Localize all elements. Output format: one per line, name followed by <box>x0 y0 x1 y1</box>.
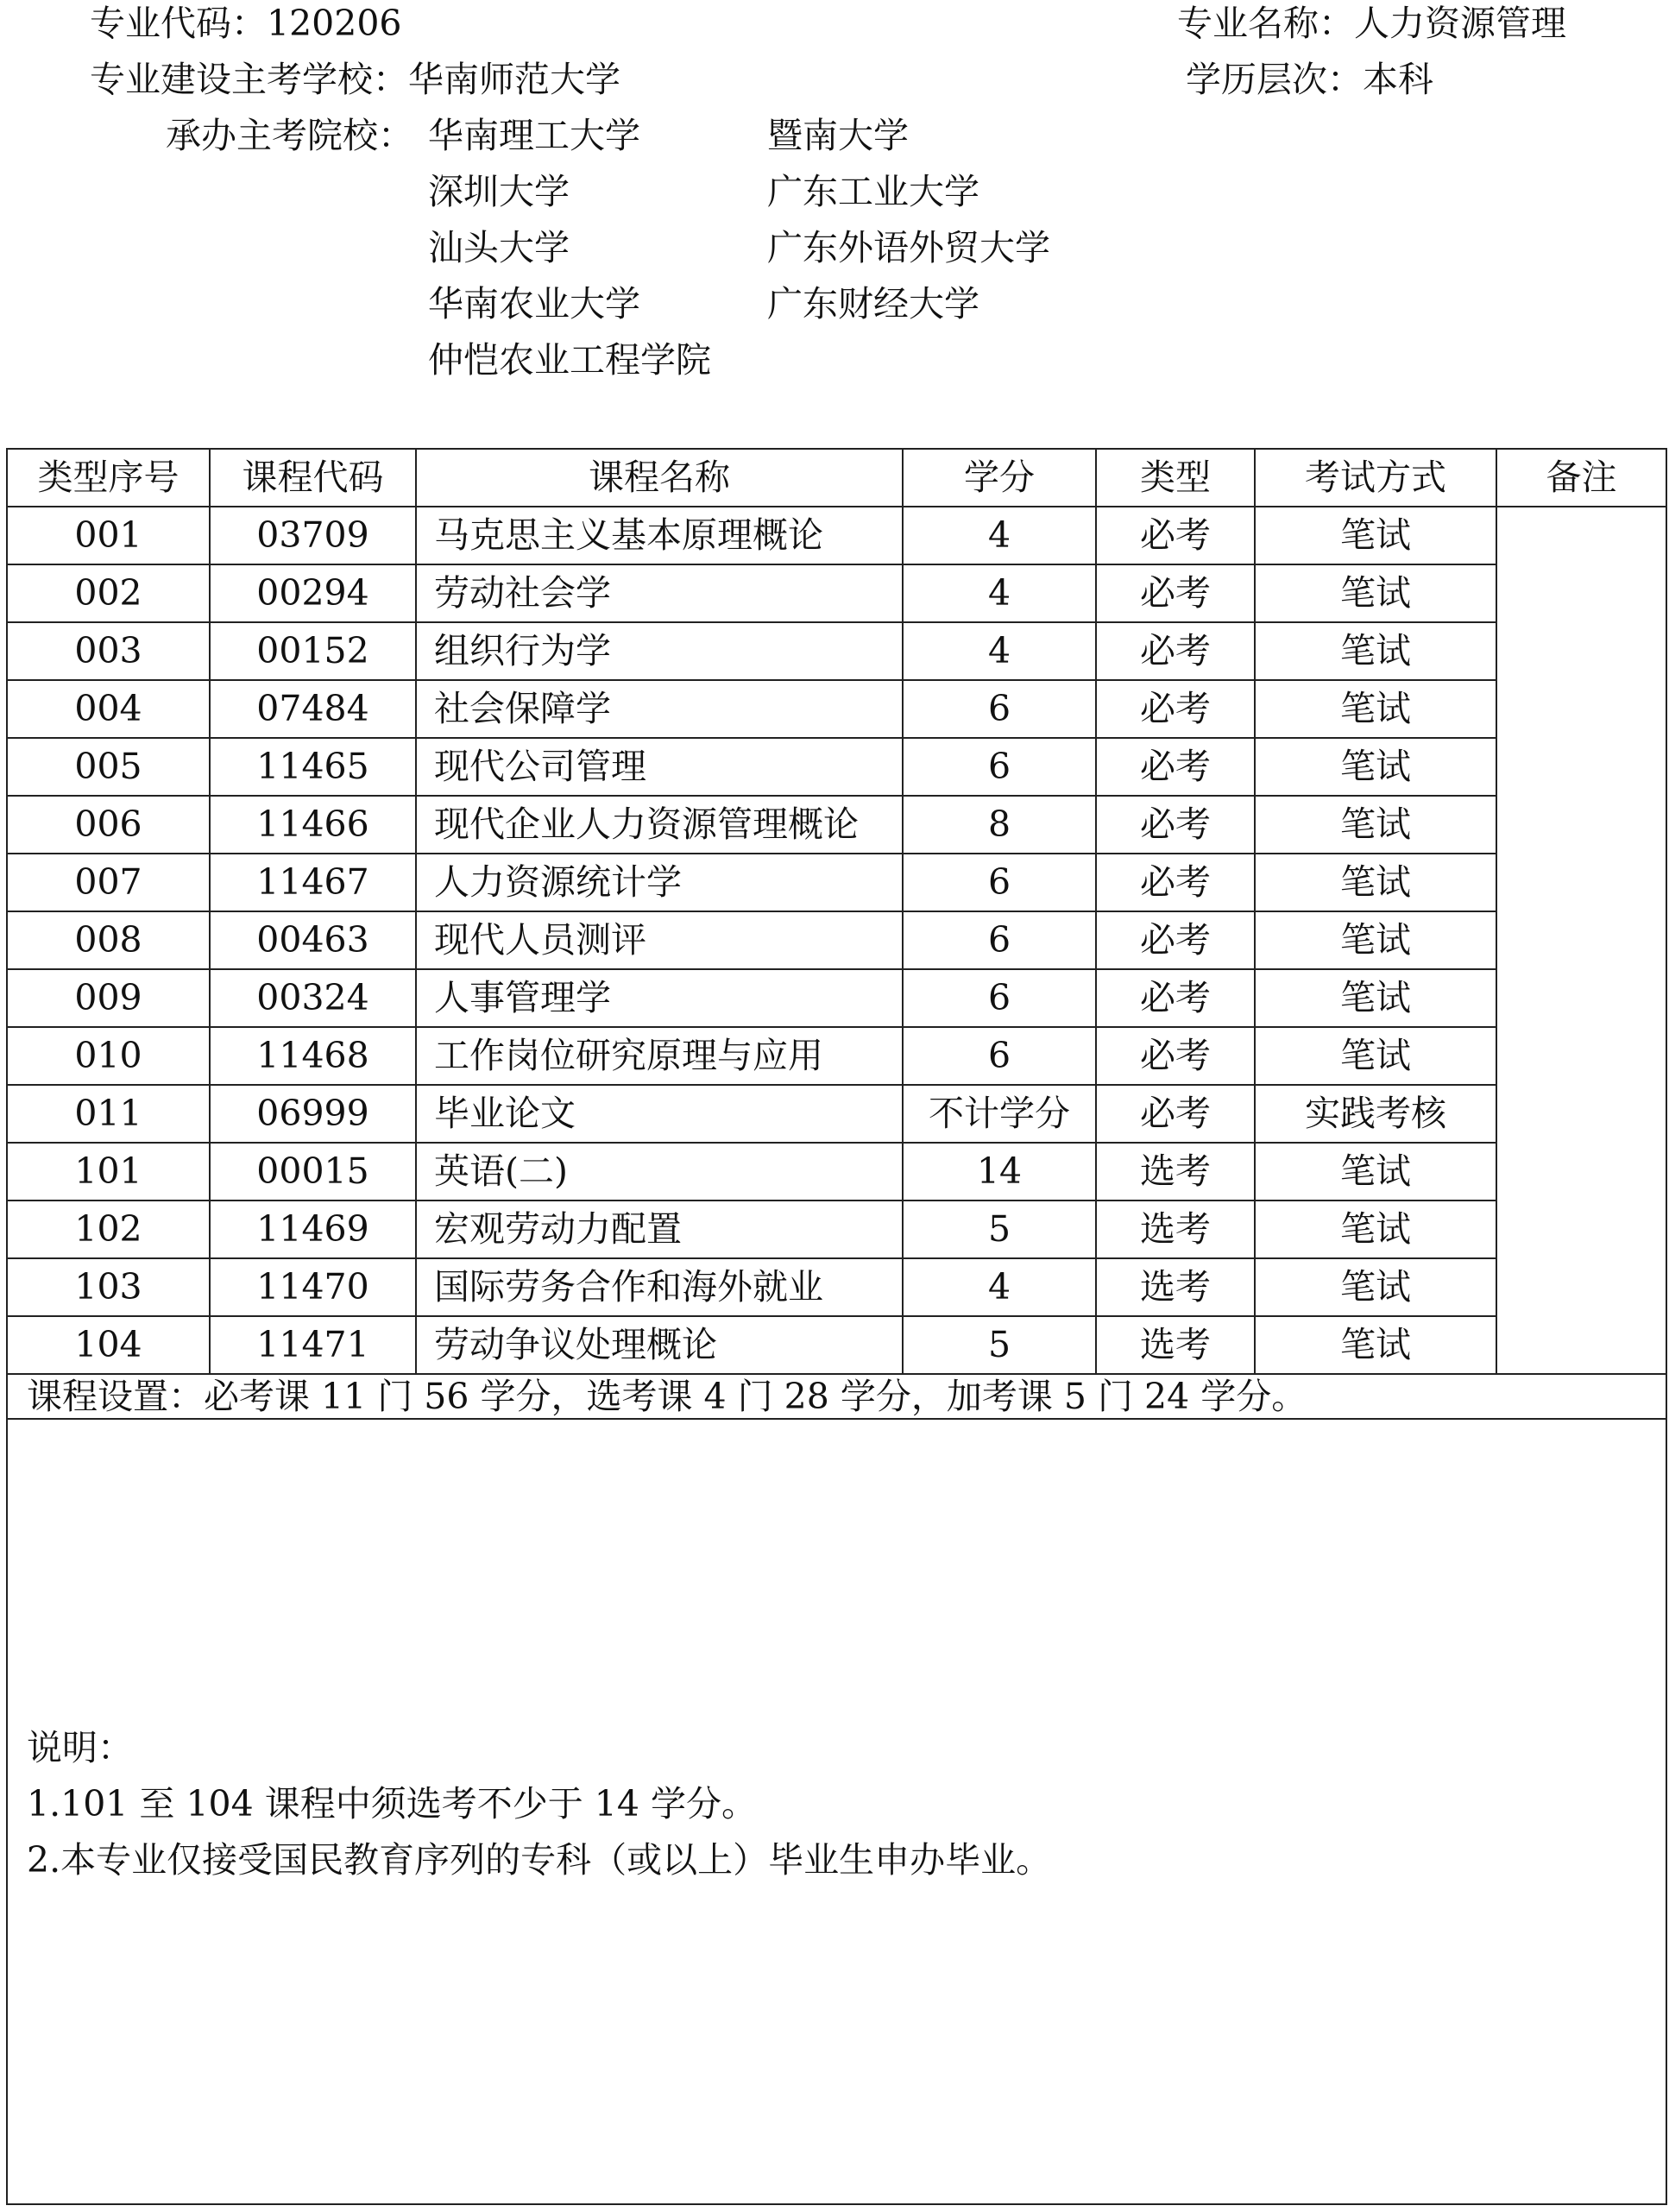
table-row <box>7 1085 1666 1143</box>
host-school: 广东财经大学 <box>767 283 979 325</box>
host-school: 暨南大学 <box>767 115 909 156</box>
cell-type-no: 011 <box>7 1085 210 1143</box>
cell-course-code: 07484 <box>210 680 416 738</box>
header-credits: 学分 <box>903 449 1096 507</box>
host-school: 华南理工大学 <box>428 115 640 156</box>
cell-exam-method: 笔试 <box>1255 1316 1496 1374</box>
cell-type-no: 104 <box>7 1316 210 1374</box>
cell-type-no: 001 <box>7 507 210 564</box>
cell-course-name: 劳动争议处理概论 <box>416 1316 903 1374</box>
cell-exam-method: 笔试 <box>1255 1201 1496 1258</box>
cell-exam-method: 笔试 <box>1255 796 1496 854</box>
cell-credits: 8 <box>903 796 1096 854</box>
cell-course-name: 组织行为学 <box>416 622 903 680</box>
header-course-code: 课程代码 <box>210 449 416 507</box>
cell-course-name: 马克思主义基本原理概论 <box>416 507 903 564</box>
header-course-name: 课程名称 <box>416 449 903 507</box>
note-item: 2.本专业仅接受国民教育序列的专科（或以上）毕业生申办毕业。 <box>27 1839 1052 1881</box>
cell-type-no: 002 <box>7 564 210 622</box>
notes-cell <box>7 1419 1666 2204</box>
major-name: 专业名称：人力资源管理 <box>1177 3 1566 44</box>
header-remarks: 备注 <box>1496 449 1666 507</box>
cell-exam-method: 笔试 <box>1255 969 1496 1027</box>
table-row <box>7 507 1666 564</box>
table-row <box>7 738 1666 796</box>
summary-row <box>7 1374 1666 1419</box>
notes-block <box>27 1720 1051 1888</box>
cell-credits: 6 <box>903 911 1096 969</box>
cell-credits: 5 <box>903 1201 1096 1258</box>
cell-exam-method: 实践考核 <box>1255 1085 1496 1143</box>
cell-type: 必考 <box>1096 969 1255 1027</box>
table-row <box>7 564 1666 622</box>
cell-type-no: 103 <box>7 1258 210 1316</box>
cell-course-name: 社会保障学 <box>416 680 903 738</box>
cell-credits: 4 <box>903 1258 1096 1316</box>
cell-type: 选考 <box>1096 1258 1255 1316</box>
cell-credits: 5 <box>903 1316 1096 1374</box>
course-summary: 课程设置：必考课 11 门 56 学分，选考课 4 门 28 学分，加考课 5 门 24 学分。 <box>7 1374 1666 1419</box>
cell-credits: 6 <box>903 969 1096 1027</box>
host-school: 深圳大学 <box>428 171 570 212</box>
cell-credits: 14 <box>903 1143 1096 1201</box>
table-row <box>7 854 1666 911</box>
notes-title: 说明： <box>27 1727 133 1768</box>
cell-type: 选考 <box>1096 1143 1255 1201</box>
cell-course-code: 00324 <box>210 969 416 1027</box>
cell-course-code: 11468 <box>210 1027 416 1085</box>
cell-credits: 4 <box>903 507 1096 564</box>
cell-type-no: 101 <box>7 1143 210 1201</box>
cell-type-no: 008 <box>7 911 210 969</box>
host-school: 广东工业大学 <box>767 171 979 212</box>
cell-credits: 6 <box>903 738 1096 796</box>
cell-course-code: 11466 <box>210 796 416 854</box>
table-row <box>7 969 1666 1027</box>
build-school: 专业建设主考学校：华南师范大学 <box>90 59 620 100</box>
table-row <box>7 911 1666 969</box>
table-row <box>7 1316 1666 1374</box>
course-table <box>6 448 1667 2205</box>
cell-course-name: 国际劳务合作和海外就业 <box>416 1258 903 1316</box>
notes-row <box>7 1419 1666 2204</box>
cell-exam-method: 笔试 <box>1255 622 1496 680</box>
header-type: 类型 <box>1096 449 1255 507</box>
cell-type: 必考 <box>1096 738 1255 796</box>
table-row <box>7 622 1666 680</box>
cell-exam-method: 笔试 <box>1255 680 1496 738</box>
header-type-no: 类型序号 <box>7 449 210 507</box>
cell-course-code: 11470 <box>210 1258 416 1316</box>
header-exam-method: 考试方式 <box>1255 449 1496 507</box>
cell-course-name: 宏观劳动力配置 <box>416 1201 903 1258</box>
education-level: 学历层次：本科 <box>1186 59 1433 100</box>
cell-course-name: 人力资源统计学 <box>416 854 903 911</box>
cell-type: 选考 <box>1096 1316 1255 1374</box>
cell-type-no: 005 <box>7 738 210 796</box>
cell-type: 必考 <box>1096 1085 1255 1143</box>
cell-course-name: 现代企业人力资源管理概论 <box>416 796 903 854</box>
cell-exam-method: 笔试 <box>1255 1258 1496 1316</box>
major-code: 专业代码：120206 <box>90 3 402 44</box>
cell-exam-method: 笔试 <box>1255 1143 1496 1201</box>
cell-type: 必考 <box>1096 622 1255 680</box>
cell-course-code: 00152 <box>210 622 416 680</box>
cell-type-no: 004 <box>7 680 210 738</box>
cell-exam-method: 笔试 <box>1255 738 1496 796</box>
cell-type: 必考 <box>1096 911 1255 969</box>
table-row <box>7 680 1666 738</box>
cell-course-code: 11471 <box>210 1316 416 1374</box>
cell-course-name: 毕业论文 <box>416 1085 903 1143</box>
cell-course-name: 现代人员测评 <box>416 911 903 969</box>
note-item: 1.101 至 104 课程中须选考不少于 14 学分。 <box>27 1783 757 1824</box>
cell-course-code: 00015 <box>210 1143 416 1201</box>
host-school: 仲恺农业工程学院 <box>428 339 711 381</box>
cell-course-name: 劳动社会学 <box>416 564 903 622</box>
cell-course-code: 00294 <box>210 564 416 622</box>
cell-credits: 不计学分 <box>903 1085 1096 1143</box>
cell-type: 必考 <box>1096 680 1255 738</box>
cell-course-name: 英语(二) <box>416 1143 903 1201</box>
cell-exam-method: 笔试 <box>1255 507 1496 564</box>
cell-course-code: 11465 <box>210 738 416 796</box>
remarks-cell <box>1496 507 1666 1374</box>
host-school: 广东外语外贸大学 <box>767 227 1050 268</box>
cell-course-code: 00463 <box>210 911 416 969</box>
cell-course-name: 工作岗位研究原理与应用 <box>416 1027 903 1085</box>
cell-exam-method: 笔试 <box>1255 1027 1496 1085</box>
table-header-row <box>7 449 1666 507</box>
cell-credits: 6 <box>903 1027 1096 1085</box>
cell-credits: 4 <box>903 564 1096 622</box>
table-row <box>7 1258 1666 1316</box>
cell-type-no: 003 <box>7 622 210 680</box>
table-row <box>7 1143 1666 1201</box>
cell-type: 必考 <box>1096 796 1255 854</box>
cell-credits: 6 <box>903 854 1096 911</box>
cell-exam-method: 笔试 <box>1255 564 1496 622</box>
cell-credits: 4 <box>903 622 1096 680</box>
cell-course-code: 11467 <box>210 854 416 911</box>
cell-course-code: 03709 <box>210 507 416 564</box>
cell-exam-method: 笔试 <box>1255 911 1496 969</box>
cell-type-no: 009 <box>7 969 210 1027</box>
cell-exam-method: 笔试 <box>1255 854 1496 911</box>
cell-type: 必考 <box>1096 1027 1255 1085</box>
table-row <box>7 796 1666 854</box>
cell-credits: 6 <box>903 680 1096 738</box>
cell-type-no: 006 <box>7 796 210 854</box>
cell-type: 选考 <box>1096 1201 1255 1258</box>
host-schools-label: 承办主考院校： <box>166 115 413 156</box>
cell-course-code: 11469 <box>210 1201 416 1258</box>
cell-type: 必考 <box>1096 564 1255 622</box>
host-school: 汕头大学 <box>428 227 570 268</box>
cell-type: 必考 <box>1096 854 1255 911</box>
cell-type-no: 102 <box>7 1201 210 1258</box>
cell-type-no: 007 <box>7 854 210 911</box>
table-row <box>7 1027 1666 1085</box>
cell-course-code: 06999 <box>210 1085 416 1143</box>
cell-course-name: 人事管理学 <box>416 969 903 1027</box>
cell-type: 必考 <box>1096 507 1255 564</box>
host-school: 华南农业大学 <box>428 283 640 325</box>
cell-course-name: 现代公司管理 <box>416 738 903 796</box>
cell-type-no: 010 <box>7 1027 210 1085</box>
table-row <box>7 1201 1666 1258</box>
